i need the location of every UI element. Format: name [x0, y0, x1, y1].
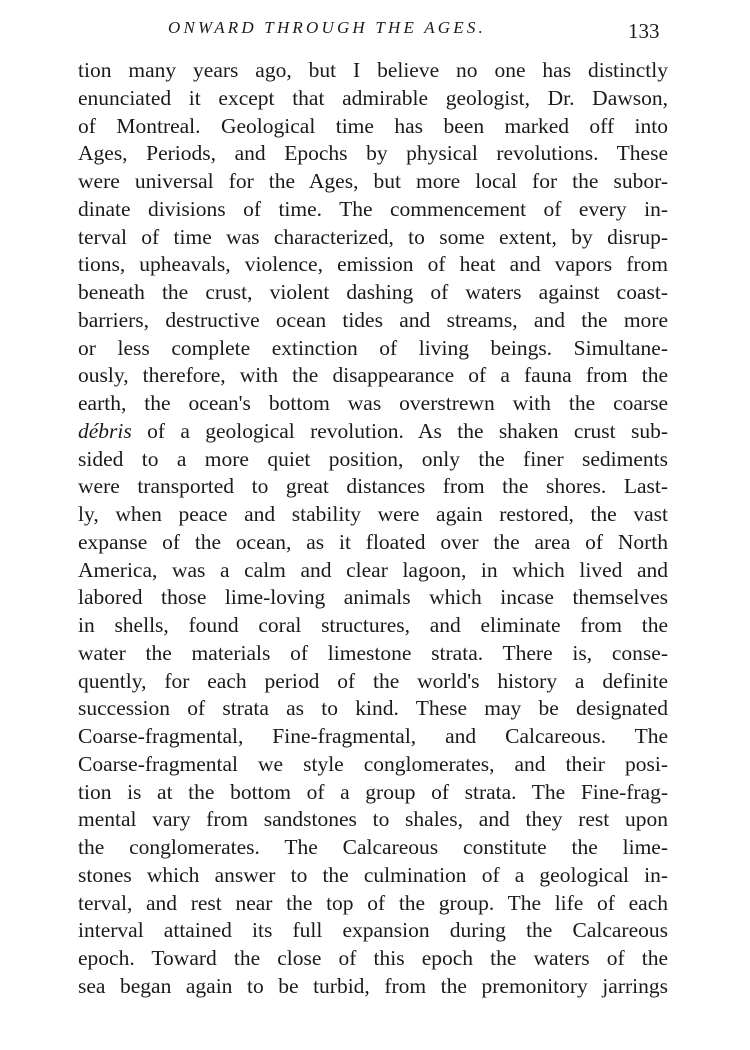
text-line: or less complete extinction of living beings. Simultane-	[78, 335, 668, 360]
text-line: dinate divisions of time. The commencement of every in-	[78, 196, 668, 221]
text-line: sided to a more quiet position, only the finer sediments	[78, 446, 668, 471]
running-title: ONWARD THROUGH THE AGES.	[168, 18, 487, 37]
text-line: of Montreal. Geological time has been marked off into	[78, 113, 668, 138]
italic-word: débris	[78, 418, 132, 443]
text-line: tions, upheavals, violence, emission of heat and vapors from	[78, 252, 668, 277]
text-line: beneath the crust, violent dashing of waters against coast-	[78, 280, 668, 304]
text-line: stones which answer to the culmination of a geological in-	[78, 862, 668, 887]
text-line: ly, when peace and stability were again restored, the vast	[78, 502, 668, 526]
text-line: tion is at the bottom of a group of strata. The Fine-frag-	[78, 779, 668, 804]
text-line: ously, therefore, with the disappearance of a fauna from the	[78, 363, 668, 388]
text-line: succession of strata as to kind. These may be designated	[78, 696, 668, 721]
text-line: Ages, Periods, and Epochs by physical revolutions. These	[78, 141, 668, 166]
text-line: America, was a calm and clear lagoon, in which lived and	[78, 557, 668, 582]
text-line: tion many years ago, but I believe no one has distinctly	[78, 58, 668, 82]
text-line-with-italic	[78, 418, 668, 446]
text-line: Coarse-fragmental, Fine-fragmental, and Calcareous. The	[78, 724, 668, 748]
text-line: in shells, found coral structures, and eliminate from the	[78, 613, 668, 637]
text-line: barriers, destructive ocean tides and streams, and the more	[78, 307, 668, 332]
text-line: epoch. Toward the close of this epoch the waters of the	[78, 946, 668, 970]
running-head	[0, 12, 750, 42]
text-line: interval attained its full expansion during the Calcareous	[78, 918, 668, 943]
page-number: 133	[628, 19, 660, 43]
text-line: enunciated it except that admirable geologist, Dr. Dawson,	[78, 85, 668, 110]
text-line: were universal for the Ages, but more local for the subor-	[78, 169, 668, 193]
text-line: Coarse-fragmental we style conglomerates, and their posi-	[78, 751, 668, 776]
body-text	[78, 57, 668, 1001]
text-line: expanse of the ocean, as it floated over the area of North	[78, 529, 668, 554]
text-line: were transported to great distances from the shores. Last-	[78, 474, 668, 499]
text-line-rest: of a geological revolution. As the shaken crust sub-	[147, 418, 669, 443]
text-line: water the materials of limestone strata. There is, conse-	[78, 640, 668, 665]
text-line: mental vary from sandstones to shales, and they rest upon	[78, 807, 668, 832]
text-line: quently, for each period of the world's history a definite	[78, 668, 668, 693]
text-line: terval of time was characterized, to some extent, by disrup-	[78, 224, 668, 249]
text-line: earth, the ocean's bottom was overstrewn with the coarse	[78, 391, 668, 415]
text-line: the conglomerates. The Calcareous constitute the lime-	[78, 835, 668, 859]
text-line: sea began again to be turbid, from the premonitory jarrings	[78, 973, 668, 998]
text-line: terval, and rest near the top of the group. The life of each	[78, 890, 668, 915]
text-line: labored those lime-loving animals which incase themselves	[78, 585, 668, 610]
